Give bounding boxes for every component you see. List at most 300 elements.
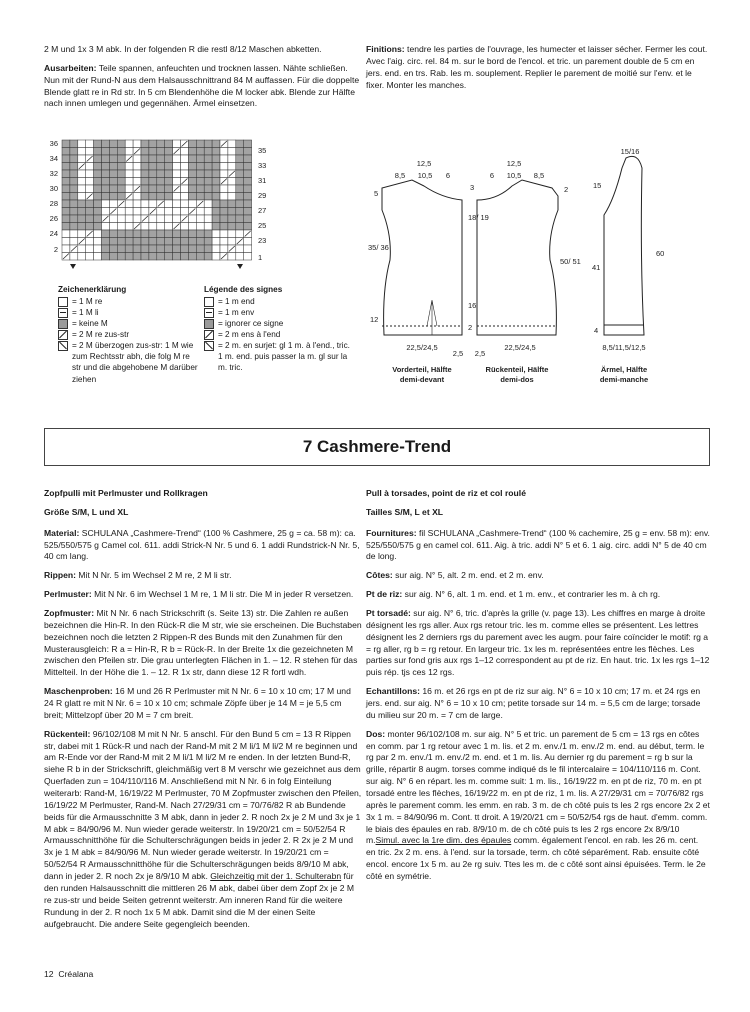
chart-cell xyxy=(78,185,86,193)
chart-cell xyxy=(212,200,220,208)
chart-cell xyxy=(173,170,181,178)
chart-cell xyxy=(173,200,181,208)
chart-cell xyxy=(109,170,117,178)
chart-cell xyxy=(236,223,244,231)
k2tog-symbol-icon xyxy=(58,330,68,340)
chart-row-label: 27 xyxy=(258,206,267,215)
legend-french: Légende des signes = 1 m end = 1 m env = ignorer ce signe = 2 m ens à l'end = 2 m. en surjet: gl 1 m. à l'end., tric. 1 m. end. puis passer la m. gl sur la m. tric. xyxy=(204,284,354,374)
chart-cell xyxy=(141,185,149,193)
chart-cell xyxy=(109,185,117,193)
chart-cell xyxy=(117,238,125,246)
chart-cell xyxy=(102,223,110,231)
chart-cell xyxy=(188,238,196,246)
chart-cell xyxy=(102,253,110,261)
chart-cell xyxy=(196,170,204,178)
chart-cell xyxy=(109,230,117,238)
chart-cell xyxy=(212,155,220,163)
chart-arrow-right xyxy=(237,264,243,269)
chart-cell xyxy=(70,253,78,261)
back-width-label: 12,5 xyxy=(506,159,522,168)
chart-cell xyxy=(157,215,165,223)
chart-cell xyxy=(165,185,173,193)
torsade-paragraph: Pt torsadé: sur aig. N° 6, tric. d'après la grille (v. page 13). Les chiffres en marge à droite désignent les rgs aller. Aux rgs retour tric. les m. comme elles se présentent. Les lettres désignent les 2 derniers rgs du parement avec les augm. pour faire coïncider le motif: rg a = rg aller, rg b = rg retour. En largeur tric. 1x les m. représentées entre les flèches. Les parties sur fond gris aux rgs 1–12 correspondent au pt de riz. En haut. tric. 1x les rgs 1–12 puis rép. tjs ces 12 rgs. xyxy=(366,608,710,678)
chart-cell xyxy=(165,215,173,223)
dos-paragraph: Dos: monter 96/102/108 m. sur aig. N° 5 et tric. un parement de 5 cm = 13 rgs en côtes en comm. par 1 rg retour avec 1 m. lis. et 2 m. env./1 m. env./2 m. end. au début, term. le rg par 2 m. env./1 m. env./2 m. end. et 1 m. lis. Au dernier rg du parement = rg b sur la grille, répartir 8 augm. torses comme indiqué ds le fil intercalaire = 104/110/116 m. Cont. sur aig. N° 6 en répart. les m. comme suit: 1 m. lis., 16/19/22 m. en pt de riz, 70 m. en pt torsadé entre les flèches, 16/19/22 m. en pt de riz, 1 m. lis. A 27/29/31 cm = 70/76/82 rgs après le parement comm. les emm. en rab. 3 m. de ch côté puis ts les 2 rgs encore 2x 2 et 3x 1 m. = 84/90/96 m. Cont. tt droit. A 19/20/21 cm = 50/52/54 rgs de haut. d'emm. comm. le biais des épaules en rab. 8/9/10 m. de ch côté puis ts les 2 rgs encore 2x 8/9/10 m.Simul. avec la 1re dim. des épaules comm. également l'encol. en rab. les 26 m. cent. en tric. 2x 2 m. ens. à l'end. sur la torsade, term. ch côté séparément. Rab. ensuite côté encol. encore 1x 5 m. au 2e rg suiv. Ttes les m. de c côté sont ainsi épuisées. Term. le 2e côté en symétrie. xyxy=(366,728,710,882)
finitions-paragraph: Finitions: tendre les parties de l'ouvrage, les humecter et laisser sécher. Fermer les cout. Avec l'aig. circ. rel. 84 m. sur le bord de l'encol. et tric. un parement double de 5 cm en jers. end. en trs. Rab. les m. souplement. Replier le parement de moitié sur l'env. et le fixer. Monter les manches. xyxy=(366,44,708,90)
chart-cell xyxy=(173,208,181,216)
chart-cell xyxy=(94,170,102,178)
chart-cell xyxy=(133,245,141,253)
chart-cell xyxy=(181,230,189,238)
chart-cell xyxy=(236,245,244,253)
chart-cell xyxy=(102,200,110,208)
chart-cell xyxy=(86,185,94,193)
legend-title: Zeichenerklärung xyxy=(58,285,127,294)
chart-cell xyxy=(220,208,228,216)
perlmuster-paragraph: Perlmuster: Mit N Nr. 6 im Wechsel 1 M re, 1 M li str. Die M in jeder R versetzen. xyxy=(44,589,354,600)
chart-cell xyxy=(94,148,102,156)
chart-cell xyxy=(220,200,228,208)
sleeve-caption: demi-manche xyxy=(599,375,649,384)
chart-cell xyxy=(188,200,196,208)
chart-cell xyxy=(62,178,70,186)
chart-cell xyxy=(165,148,173,156)
chart-cell xyxy=(149,178,157,186)
chart-cell xyxy=(220,170,228,178)
chart-cell xyxy=(86,200,94,208)
chart-cell xyxy=(173,230,181,238)
chart-cell xyxy=(220,163,228,171)
chart-cell xyxy=(133,140,141,148)
chart-cell xyxy=(244,245,252,253)
chart-cell xyxy=(212,223,220,231)
chart-cell xyxy=(204,140,212,148)
chart-cell xyxy=(173,215,181,223)
chart-cell xyxy=(62,223,70,231)
chart-cell xyxy=(149,215,157,223)
chart-row-label: 29 xyxy=(258,191,267,200)
chart-cell xyxy=(173,178,181,186)
chart-cell xyxy=(181,200,189,208)
back-outline xyxy=(477,180,558,335)
chart-cell xyxy=(188,155,196,163)
chart-cell xyxy=(141,208,149,216)
chart-cell xyxy=(149,155,157,163)
chart-cell xyxy=(181,170,189,178)
back-bottom-label: 22,5/24,5 xyxy=(504,343,536,352)
chart-cell xyxy=(141,223,149,231)
chart-cell xyxy=(117,178,125,186)
chart-row-label: 31 xyxy=(258,176,267,185)
chart-cell xyxy=(204,253,212,261)
chart-cell xyxy=(141,238,149,246)
front-bottom-label: 2,5 xyxy=(452,349,464,358)
front-height-label: 5 xyxy=(374,189,379,198)
german-pattern xyxy=(44,488,362,937)
chart-cell xyxy=(173,245,181,253)
chart-cell xyxy=(181,238,189,246)
chart-cell xyxy=(204,200,212,208)
chart-cell xyxy=(62,163,70,171)
chart-cell xyxy=(196,185,204,193)
chart-cell xyxy=(244,200,252,208)
chart-cell xyxy=(204,155,212,163)
chart-cell xyxy=(125,200,133,208)
chart-cell xyxy=(125,163,133,171)
chart-cell xyxy=(204,215,212,223)
chart-cell xyxy=(165,163,173,171)
intro-line: 2 M und 1x 3 M abk. In der folgenden R die restl 8/12 Maschen abketten. xyxy=(44,44,322,54)
chart-cell xyxy=(149,223,157,231)
chart-cell xyxy=(125,170,133,178)
brand-name: Créalana xyxy=(58,969,94,979)
chart-cell xyxy=(141,200,149,208)
chart-row-label: 24 xyxy=(49,229,58,238)
chart-cell xyxy=(102,230,110,238)
sleeve-caption: Ärmel, Hälfte xyxy=(600,365,648,374)
no-stitch-symbol-icon xyxy=(204,319,214,329)
front-height-label: 35/ 36 xyxy=(368,243,389,252)
chart-cell xyxy=(228,193,236,201)
knit-symbol-icon xyxy=(58,297,68,307)
chart-cell xyxy=(94,200,102,208)
chart-row-label: 32 xyxy=(49,169,58,178)
chart-cell xyxy=(86,238,94,246)
chart-cell xyxy=(109,140,117,148)
chart-cell xyxy=(78,223,86,231)
chart-cell xyxy=(125,215,133,223)
chart-cell xyxy=(157,148,165,156)
back-width-label: 10,5 xyxy=(506,171,522,180)
chart-cell xyxy=(86,178,94,186)
chart-cell xyxy=(141,230,149,238)
chart-cell xyxy=(204,230,212,238)
chart-cell xyxy=(94,245,102,253)
chart-cell xyxy=(117,148,125,156)
chart-cell xyxy=(228,148,236,156)
chart-cell xyxy=(157,193,165,201)
chart-cell xyxy=(149,230,157,238)
chart-cell xyxy=(133,163,141,171)
chart-cell xyxy=(236,178,244,186)
chart-cell xyxy=(125,230,133,238)
chart-cell xyxy=(133,208,141,216)
chart-row-label: 35 xyxy=(258,146,267,155)
chart-cell xyxy=(220,215,228,223)
back-height-label: 16 xyxy=(468,301,477,310)
sleeve-width-label: 15/16 xyxy=(620,147,640,156)
chart-row-label: 33 xyxy=(258,161,267,170)
chart-cell xyxy=(117,215,125,223)
chart-cell xyxy=(173,140,181,148)
chart-cell xyxy=(196,230,204,238)
chart-cell xyxy=(102,140,110,148)
chart-cell xyxy=(244,253,252,261)
sleeve-height-label: 4 xyxy=(594,326,599,335)
chart-cell xyxy=(62,208,70,216)
chart-cell xyxy=(62,215,70,223)
chart-cell xyxy=(236,140,244,148)
chart-cell xyxy=(102,155,110,163)
chart-cell xyxy=(196,223,204,231)
chart-cell xyxy=(220,193,228,201)
chart-cell xyxy=(236,163,244,171)
chart-cell xyxy=(236,148,244,156)
chart-cell xyxy=(188,170,196,178)
chart-cell xyxy=(220,230,228,238)
chart-cell xyxy=(109,223,117,231)
chart-cell xyxy=(141,253,149,261)
chart-cell xyxy=(117,193,125,201)
chart-cell xyxy=(196,178,204,186)
back-caption: Rückenteil, Hälfte xyxy=(485,365,549,374)
chart-cell xyxy=(244,193,252,201)
chart-cell xyxy=(102,178,110,186)
chart-cell xyxy=(141,140,149,148)
front-caption: demi-devant xyxy=(399,375,445,384)
chart-cell xyxy=(94,208,102,216)
chart-cell xyxy=(78,253,86,261)
chart-cell xyxy=(117,170,125,178)
chart-cell xyxy=(70,155,78,163)
chart-cell xyxy=(86,223,94,231)
chart-cell xyxy=(117,245,125,253)
chart-cell xyxy=(78,155,86,163)
chart-cell xyxy=(62,193,70,201)
chart-cell xyxy=(125,148,133,156)
chart-cell xyxy=(70,163,78,171)
chart-cell xyxy=(165,238,173,246)
chart-cell xyxy=(102,238,110,246)
purl-symbol-icon xyxy=(58,308,68,318)
knit-symbol-icon xyxy=(204,297,214,307)
chart-cell xyxy=(220,155,228,163)
chart-arrow-left xyxy=(70,264,76,269)
chart-cell xyxy=(70,178,78,186)
chart-cell xyxy=(173,163,181,171)
chart-cell xyxy=(165,223,173,231)
chart-cell xyxy=(125,223,133,231)
fournitures-paragraph: Fournitures: fil SCHULANA „Cashmere-Trend“ (100 % cachemire, 25 g = env. 58 m): env. 525/550/575 g en camel col. 611. Aig. à tric. addi N° 5 et 6. 1 aig. circ. addi N° 5 de 40 cm de long. xyxy=(366,527,710,562)
pattern-heading: Pull à torsades, point de riz et col roulé xyxy=(366,488,526,498)
chart-cell xyxy=(181,193,189,201)
chart-cell xyxy=(244,185,252,193)
chart-cell xyxy=(78,193,86,201)
chart-cell xyxy=(109,200,117,208)
chart-cell xyxy=(70,238,78,246)
chart-cell xyxy=(125,208,133,216)
chart-cell xyxy=(244,140,252,148)
chart-cell xyxy=(94,155,102,163)
chart-cell xyxy=(228,223,236,231)
chart-cell xyxy=(70,170,78,178)
size-heading: Tailles S/M, L et XL xyxy=(366,506,444,517)
chart-cell xyxy=(141,155,149,163)
chart-cell xyxy=(181,155,189,163)
chart-cell xyxy=(165,155,173,163)
chart-cell xyxy=(165,253,173,261)
rippen-paragraph: Rippen: Mit N Nr. 5 im Wechsel 2 M re, 2 M li str. xyxy=(44,570,232,581)
chart-row-label: 28 xyxy=(49,199,58,208)
chart-cell xyxy=(165,170,173,178)
chart-cell xyxy=(117,223,125,231)
chart-cell xyxy=(62,230,70,238)
section-title: 7 Cashmere-Trend xyxy=(44,428,710,466)
chart-row-label: 1 xyxy=(258,253,263,262)
chart-cell xyxy=(133,200,141,208)
chart-cell xyxy=(228,185,236,193)
no-stitch-symbol-icon xyxy=(58,319,68,329)
chart-cell xyxy=(157,238,165,246)
front-width-label: 10,5 xyxy=(417,171,433,180)
chart-cell xyxy=(212,230,220,238)
chart-cell xyxy=(204,208,212,216)
chart-cell xyxy=(70,200,78,208)
chart-cell xyxy=(109,148,117,156)
chart-cell xyxy=(196,193,204,201)
chart-cell xyxy=(133,178,141,186)
chart-cell xyxy=(102,245,110,253)
chart-cell xyxy=(204,148,212,156)
chart-cell xyxy=(78,148,86,156)
back-height-label: 50/ 51 xyxy=(560,257,581,266)
chart-cell xyxy=(94,230,102,238)
chart-cell xyxy=(149,148,157,156)
chart-cell xyxy=(86,140,94,148)
chart-cell xyxy=(212,208,220,216)
chart-cell xyxy=(149,170,157,178)
chart-cell xyxy=(157,185,165,193)
chart-cell xyxy=(133,230,141,238)
back-caption: demi-dos xyxy=(500,375,534,384)
chart-cell xyxy=(228,215,236,223)
chart-cell xyxy=(244,163,252,171)
back-height-label: 3 xyxy=(470,183,475,192)
chart-cell xyxy=(86,208,94,216)
knitting-chart xyxy=(44,136,274,270)
chart-cell xyxy=(109,163,117,171)
chart-cell xyxy=(94,185,102,193)
chart-cell xyxy=(236,200,244,208)
chart-cell xyxy=(109,215,117,223)
chart-cell xyxy=(141,178,149,186)
chart-cell xyxy=(157,253,165,261)
chart-cell xyxy=(70,230,78,238)
chart-cell xyxy=(196,148,204,156)
chart-cell xyxy=(157,178,165,186)
chart-cell xyxy=(70,193,78,201)
chart-cell xyxy=(157,208,165,216)
chart-row-label: 30 xyxy=(49,184,58,193)
purl-symbol-icon xyxy=(204,308,214,318)
chart-cell xyxy=(165,193,173,201)
chart-cell xyxy=(204,193,212,201)
riz-paragraph: Pt de riz: sur aig. N° 6, alt. 1 m. end. et 1 m. env., et contrarier les m. à ch rg. xyxy=(366,589,661,600)
chart-cell xyxy=(70,185,78,193)
chart-cell xyxy=(188,185,196,193)
chart-cell xyxy=(117,185,125,193)
skp-symbol-icon xyxy=(58,341,68,351)
chart-cell xyxy=(220,223,228,231)
chart-cell xyxy=(173,238,181,246)
chart-cell xyxy=(188,163,196,171)
chart-cell xyxy=(86,215,94,223)
chart-cell xyxy=(125,238,133,246)
chart-cell xyxy=(117,163,125,171)
chart-cell xyxy=(173,253,181,261)
chart-cell xyxy=(236,230,244,238)
chart-cell xyxy=(188,253,196,261)
page-footer xyxy=(44,969,93,981)
chart-cell xyxy=(133,253,141,261)
chart-cell xyxy=(62,155,70,163)
chart-row-label: 34 xyxy=(49,154,58,163)
chart-cell xyxy=(188,223,196,231)
chart-cell xyxy=(196,238,204,246)
chart-cell xyxy=(173,155,181,163)
chart-cell xyxy=(125,185,133,193)
chart-cell xyxy=(228,238,236,246)
chart-cell xyxy=(244,215,252,223)
back-bottom-label: 2,5 xyxy=(474,349,486,358)
front-width-label: 6 xyxy=(445,171,451,180)
chart-cell xyxy=(212,185,220,193)
chart-cell xyxy=(212,193,220,201)
chart-cell xyxy=(109,178,117,186)
chart-cell xyxy=(149,140,157,148)
chart-cell xyxy=(204,170,212,178)
chart-cell xyxy=(149,245,157,253)
chart-cell xyxy=(78,200,86,208)
chart-cell xyxy=(236,185,244,193)
chart-cell xyxy=(212,253,220,261)
chart-cell xyxy=(70,208,78,216)
chart-cell xyxy=(244,223,252,231)
sleeve-height-label: 60 xyxy=(656,249,665,258)
chart-cell xyxy=(78,230,86,238)
sleeve-outline xyxy=(604,156,644,335)
french-pattern xyxy=(366,488,710,890)
chart-cell xyxy=(220,148,228,156)
chart-cell xyxy=(133,215,141,223)
chart-cell xyxy=(196,245,204,253)
chart-cell xyxy=(236,193,244,201)
chart-cell xyxy=(141,245,149,253)
chart-cell xyxy=(78,245,86,253)
chart-cell xyxy=(204,178,212,186)
chart-cell xyxy=(125,253,133,261)
chart-cell xyxy=(86,163,94,171)
chart-cell xyxy=(117,230,125,238)
chart-cell xyxy=(117,155,125,163)
sleeve-height-label: 15 xyxy=(593,181,602,190)
chart-cell xyxy=(70,140,78,148)
chart-cell xyxy=(141,170,149,178)
chart-cell xyxy=(228,253,236,261)
chart-cell xyxy=(212,170,220,178)
page-number: 12 xyxy=(44,969,54,979)
chart-cell xyxy=(133,155,141,163)
chart-cell xyxy=(181,148,189,156)
chart-cell xyxy=(244,208,252,216)
zopfmuster-paragraph: Zopfmuster: Mit N Nr. 6 nach Strickschrift (s. Seite 13) str. Die Zahlen re außen bezeichnen die Hin-R. In den Rück-R die M str, wie sie erscheinen. Die Buchstaben bezeichnen noch die letzten 2 Rippen-R des Bunds mit den Zunahmen für den Musterausgleich: R a = Hin-R, R b = Rück-R. In der Breite 1x die gezeichneten M zwischen den Pfeilen str. Die grau unterlegten Flächen in 1. – 12. R stehen für das Mittelteil. In der Höhe die 1. – 12. R 1x str, dann diese 12 R fortl wdh. xyxy=(44,608,362,678)
chart-cell xyxy=(157,163,165,171)
chart-cell xyxy=(94,178,102,186)
chart-cell xyxy=(157,245,165,253)
chart-cell xyxy=(228,230,236,238)
front-caption: Vorderteil, Hälfte xyxy=(392,365,452,374)
chart-cell xyxy=(236,170,244,178)
